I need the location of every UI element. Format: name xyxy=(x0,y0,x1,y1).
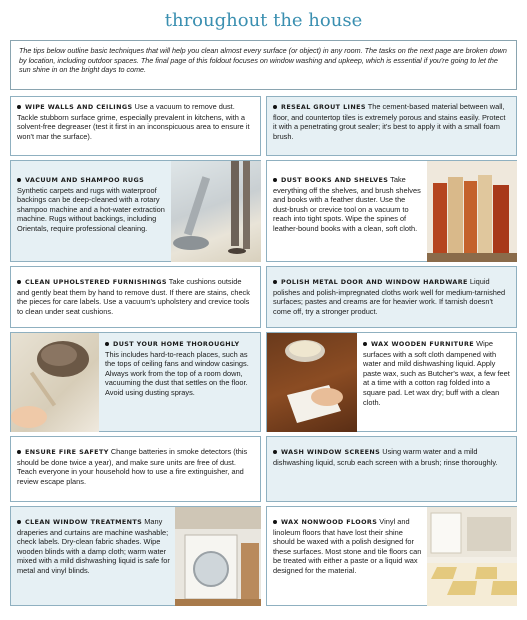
feather-duster-illustration xyxy=(11,333,99,432)
tip-heading: WIPE WALLS AND CEILINGS xyxy=(25,103,133,111)
tip-text xyxy=(17,102,255,141)
tip-card-nonwood-floors xyxy=(266,506,517,606)
tip-text xyxy=(105,339,257,398)
tip-heading: WAX WOODEN FURNITURE xyxy=(371,340,475,348)
kitchen-floor-photo xyxy=(427,507,517,606)
books-illustration xyxy=(427,161,517,262)
tip-card-metal xyxy=(266,266,517,328)
page-frame xyxy=(10,6,517,610)
tip-card-grout xyxy=(266,96,517,156)
tip-heading: RESEAL GROUT LINES xyxy=(281,103,366,111)
tip-heading: CLEAN UPHOLSTERED FURNISHINGS xyxy=(25,278,167,286)
tip-heading: DUST BOOKS AND SHELVES xyxy=(281,176,389,184)
laundry-photo xyxy=(175,507,261,606)
tip-body: Change batteries in smoke detectors (this should be done twice a year), and make sure units are free of dust. Teach everyone in your household how to use a fire extinguisher, and review escape plans. xyxy=(17,447,248,486)
bullet-icon xyxy=(273,280,277,284)
tip-body: Liquid polishes and polish-impregnated cloths work well for medium-tarnished surfaces; pastes and creams are for heavier work. If tarnish doesn't come off, try a stronger product. xyxy=(273,277,506,316)
bullet-icon xyxy=(105,342,109,346)
tip-body: Take cushions outside and gently beat them by hand to remove dust. If there are stains, check the pieces for care labels. Use a vacuum's upholstery and crevice tools to clean under seat cushions. xyxy=(17,277,250,316)
tip-body: The cement-based material between wall, floor, and countertop tiles is extremely porous and stains easily. Protect it with a penetrating grout sealer; it's best to apply it with a small foam brush. xyxy=(273,102,506,141)
tip-text xyxy=(17,517,173,576)
tip-text xyxy=(273,102,511,141)
tip-card-upholstery xyxy=(10,266,261,328)
tip-card-rugs xyxy=(10,160,261,262)
bullet-icon xyxy=(17,178,21,182)
tip-heading: VACUUM AND SHAMPOO RUGS xyxy=(25,176,145,184)
tip-card-wax-furniture xyxy=(266,332,517,432)
tip-text xyxy=(17,175,167,234)
tip-text xyxy=(273,277,511,316)
tip-body: Take everything off the shelves, and brush shelves and books with a feather duster. Use the dust-brush or crevice tool on a vacuum to reach into tight spots. Wipe the spines of leather-bound books with a clean, soft cloth. xyxy=(273,175,421,233)
tip-body: This includes hard-to-reach places, such as the tops of ceiling fans and window casings. Always work from the top of a room down, vacuuming the dust that settles on the floor. Avoid using dusting sprays. xyxy=(105,349,249,397)
bullet-icon xyxy=(273,105,277,109)
books-photo xyxy=(427,161,517,262)
tip-card-walls xyxy=(10,96,261,156)
intro-paragraph: The tips below outline basic techniques that will help you clean almost every surface (or object) in any room. The tasks on the next page are broken down by location, including outdoor spaces. The final page of this foldout focuses on window washing and upkeep, which is essential if you're going to let the sun shine in on the bright days to come. xyxy=(10,40,517,90)
bullet-icon xyxy=(273,520,277,524)
bullet-icon xyxy=(273,178,277,182)
tip-text xyxy=(17,277,255,316)
vacuum-illustration xyxy=(171,161,261,262)
tip-heading: WASH WINDOW SCREENS xyxy=(281,448,381,456)
vacuum-rug-photo xyxy=(171,161,261,262)
duster-photo xyxy=(11,333,99,432)
tip-text xyxy=(273,175,423,234)
bullet-icon xyxy=(17,520,21,524)
tip-card-books xyxy=(266,160,517,262)
tip-heading: POLISH METAL DOOR AND WINDOW HARDWARE xyxy=(281,278,468,286)
tip-heading: CLEAN WINDOW TREATMENTS xyxy=(25,518,143,526)
tip-body: Using warm water and a mild dishwashing liquid, scrub each screen with a brush; rinse thoroughly. xyxy=(273,447,498,467)
tip-heading: ENSURE FIRE SAFETY xyxy=(25,448,109,456)
tip-text xyxy=(17,447,255,486)
bullet-icon xyxy=(17,280,21,284)
washing-machine-illustration xyxy=(175,507,261,606)
bullet-icon xyxy=(17,450,21,454)
bullet-icon xyxy=(273,450,277,454)
tip-card-window-treatments xyxy=(10,506,261,606)
wax-tin-illustration xyxy=(267,333,357,432)
tip-text xyxy=(273,517,423,576)
checkered-floor-illustration xyxy=(427,507,517,606)
tip-card-fire-safety xyxy=(10,436,261,502)
tip-body: Wipe surfaces with a soft cloth dampened with water and mild dishwashing liquid. Apply paste wax, such as Butcher's wax, a few feet at a time with a cotton rag folded into a square pad. Let wax dry; buff with a clean cloth. xyxy=(363,339,510,407)
bullet-icon xyxy=(17,105,21,109)
tip-card-dust xyxy=(10,332,261,432)
tip-heading: DUST YOUR HOME THOROUGHLY xyxy=(113,340,240,348)
tip-text xyxy=(363,339,513,407)
tip-card-screens xyxy=(266,436,517,502)
tip-body: Synthetic carpets and rugs with waterproof backings can be deep-cleaned with a rotary shampoo machine and a hot-water extraction machine. Rugs without backings, including Orientals, require professional cleaning. xyxy=(17,185,165,233)
tip-body: Vinyl and linoleum floors that have lost their shine should be waxed with a polish designed for these surfaces. Most stone and tile floors can be treated with either a paste or a liquid wax designed for the material. xyxy=(273,517,422,575)
tip-body: Many draperies and curtains are machine washable; check labels. Dry-clean fabric shades. Wipe wooden blinds with a damp cloth; warm water mixed with a mild dishwashing liquid is safe for metal and vinyl blinds. xyxy=(17,517,170,575)
page-title: throughout the house xyxy=(164,10,363,31)
bullet-icon xyxy=(363,342,367,346)
tip-body: Use a vacuum to remove dust. Tackle stubborn surface grime, especially prevalent in kitchens, with a solvent-free degreaser (test it first in an inconspicuous area to ensure it won't mar the surface). xyxy=(17,102,250,141)
wax-photo xyxy=(267,333,357,432)
tip-text xyxy=(273,447,511,467)
tip-heading: WAX NONWOOD FLOORS xyxy=(281,518,378,526)
